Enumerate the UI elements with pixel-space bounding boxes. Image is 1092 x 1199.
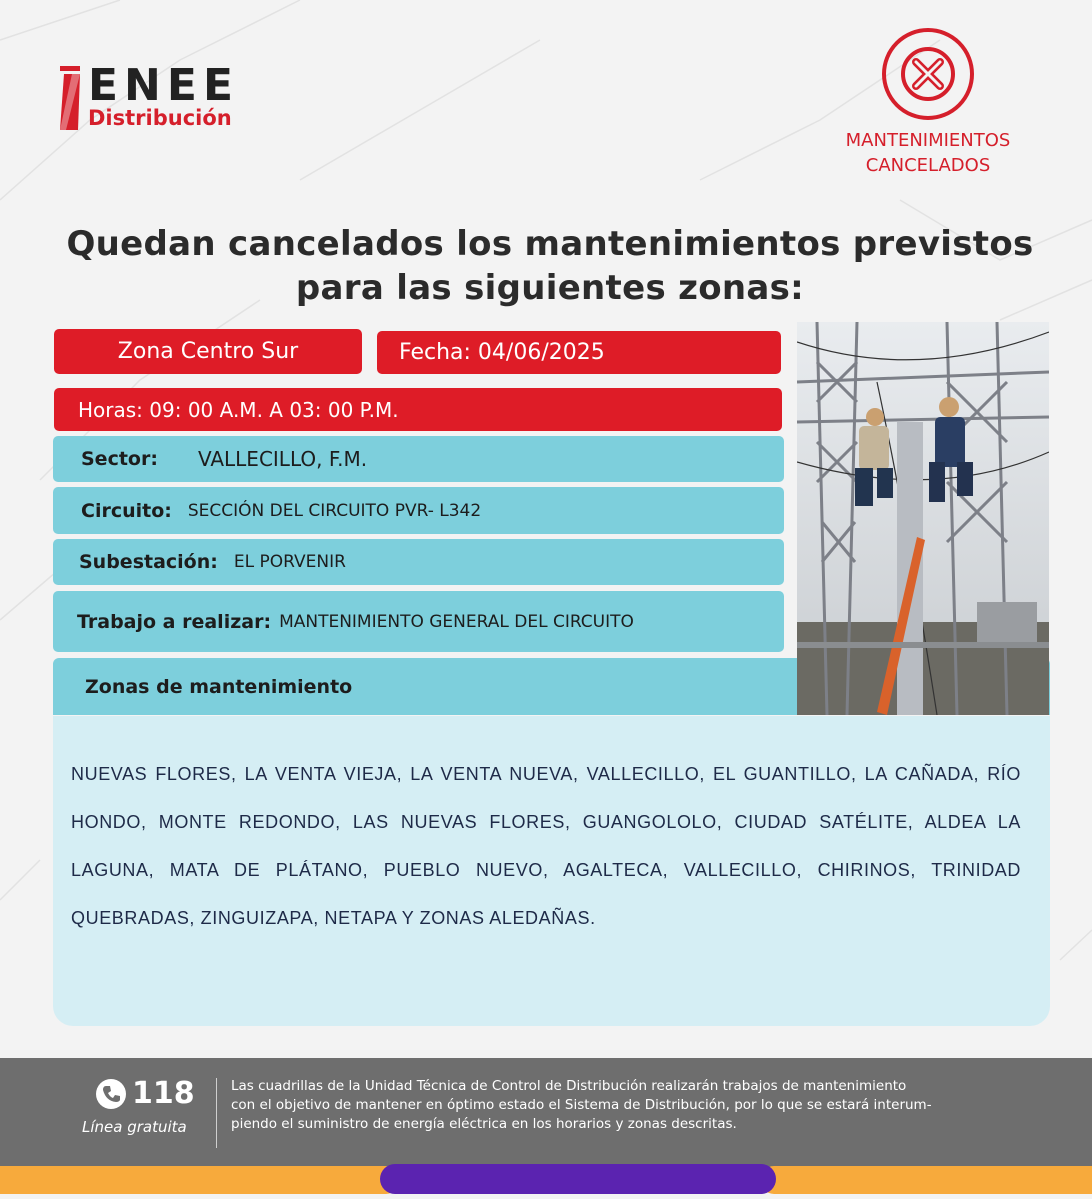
sector-label: Sector:: [81, 448, 158, 470]
date-label: Fecha: 04/06/2025: [399, 340, 605, 365]
substation-value: EL PORVENIR: [233, 552, 346, 572]
footer-notice-line-1: Las cuadrillas de la Unidad Técnica de Control de Distribución realizarán trabajos de mantenimiento: [231, 1078, 907, 1094]
lineworkers-photo: [797, 322, 1049, 715]
cancel-x-icon: [880, 26, 976, 122]
zones-heading: Zonas de mantenimiento: [85, 675, 353, 698]
logo-subtitle: Distribución: [88, 106, 232, 130]
zone-badge: [54, 329, 362, 374]
substation-row: [53, 539, 784, 585]
zones-panel: [53, 716, 1050, 1026]
footer-divider: [216, 1078, 217, 1148]
stripe-orange-right: [760, 1166, 1092, 1194]
enee-logo-mark-icon: [58, 66, 82, 130]
work-row: [53, 591, 784, 652]
circuit-value: SECCIÓN DEL CIRCUITO PVR- L342: [187, 500, 482, 521]
zones-list: NUEVAS FLORES, LA VENTA VIEJA, LA VENTA NUEVA, VALLECILLO, EL GUANTILLO, LA CAÑADA, RÍO HONDO, MONTE REDONDO, LAS NUEVAS FLORES, GUANGOLOLO, CIUDAD SATÉLITE, ALDEA LA LAGUNA, MATA DE PLÁTANO, PUEBLO NUEVO, AGALTECA, VALLECILLO, CHIRINOS, TRINIDAD QUEBRADAS, ZINGUIZAPA, NETAPA Y ZONAS ALEDAÑAS.: [71, 764, 1021, 928]
badge-line-2: CANCELADOS: [865, 155, 991, 176]
logo-wordmark: ENEE: [88, 60, 239, 111]
sector-value: VALLECILLO, F.M.: [197, 447, 368, 471]
hotline-digits: 118: [132, 1076, 195, 1111]
badge-line-1: MANTENIMIENTOS: [845, 130, 1011, 151]
sector-row: [53, 436, 784, 482]
stripe-orange-left: [0, 1166, 400, 1194]
work-label: Trabajo a realizar:: [77, 610, 272, 633]
phone-handset-icon: [96, 1079, 126, 1109]
substation-photo-illustration: [797, 322, 1049, 715]
date-badge: [377, 331, 781, 374]
hours-label: Horas: 09: 00 A.M. A 03: 00 P.M.: [78, 397, 399, 422]
stripe-purple: [380, 1164, 776, 1194]
headline-line-1: Quedan cancelados los mantenimientos previstos: [66, 224, 1034, 264]
footer-notice-line-3: piendo el suministro de energía eléctrica en los horarios y zonas descritas.: [231, 1116, 737, 1132]
work-value: MANTENIMIENTO GENERAL DEL CIRCUITO: [279, 611, 634, 632]
circuit-row: [53, 487, 784, 534]
footer-notice-line-2: con el objetivo de mantener en óptimo estado el Sistema de Distribución, por lo que se estará interum-: [231, 1097, 932, 1113]
cancelled-badge-label: [810, 128, 1046, 178]
phone-icon: [96, 1079, 126, 1109]
hotline-label: Línea gratuita: [82, 1118, 187, 1136]
circuit-label: Circuito:: [81, 499, 172, 522]
headline-line-2: para las siguientes zonas:: [295, 268, 805, 308]
enee-logo: [58, 60, 288, 134]
headline: [30, 222, 1070, 310]
hours-bar: [54, 388, 782, 431]
footer-notice: [231, 1077, 1021, 1134]
zone-label: Zona Centro Sur: [117, 339, 299, 364]
hotline-number[interactable]: [96, 1076, 195, 1111]
substation-label: Subestación:: [79, 551, 218, 573]
footer: [0, 1058, 1092, 1168]
